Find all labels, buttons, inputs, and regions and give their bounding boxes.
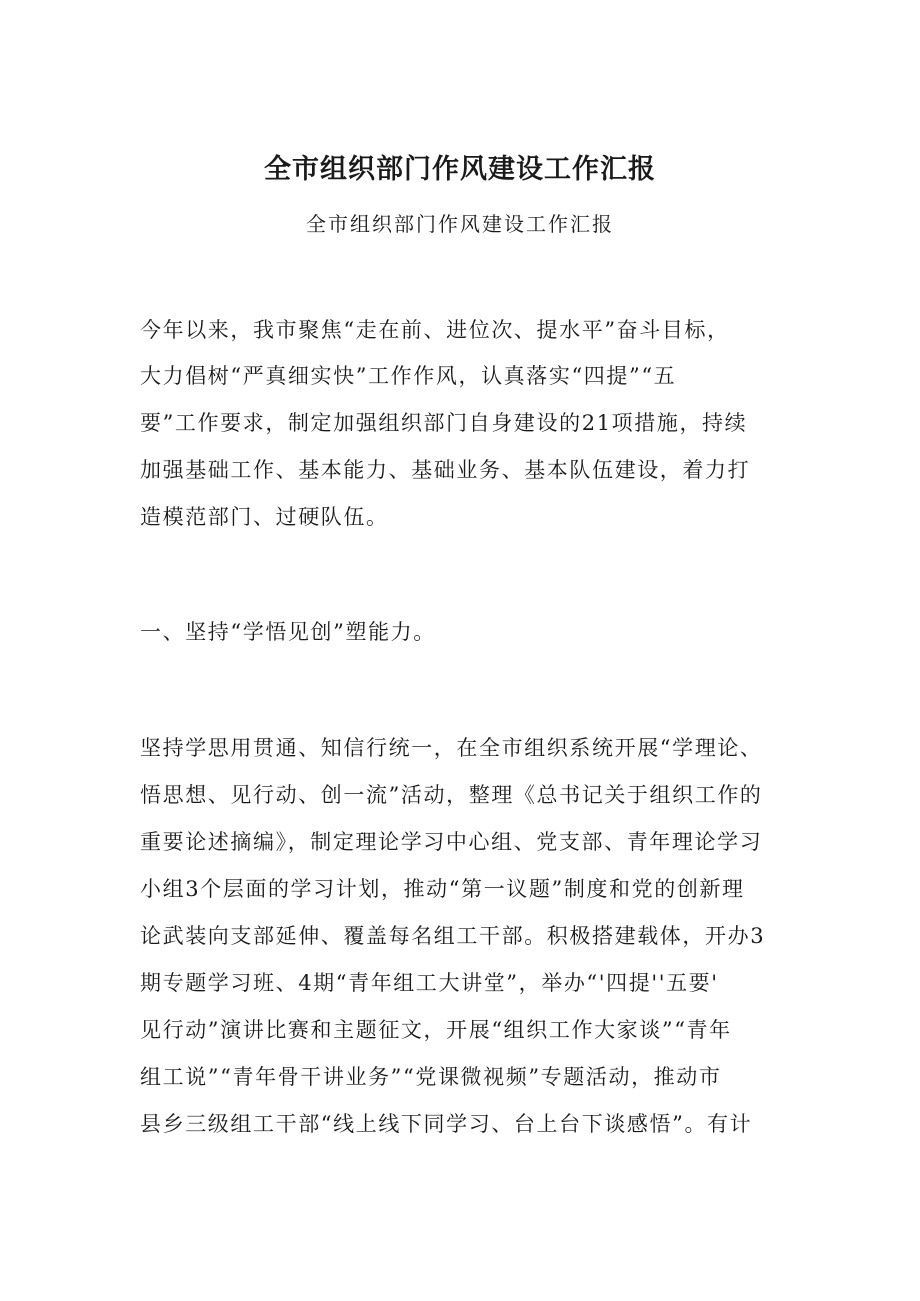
- body-line: 重要论述摘编》，制定理论学习中心组、党支部、青年理论学习: [140, 830, 763, 854]
- section-heading: 一、坚持“学悟见创”塑能力。: [140, 620, 436, 644]
- intro-line: 要”工作要求，制定加强组织部门自身建设的21项措施，持续: [140, 411, 748, 435]
- body-line: 期专题学习班、4期“青年组工大讲堂”，举办“'四提''五要': [140, 971, 719, 995]
- body-line: 县乡三级组工干部“线上线下同学习、台上台下谈感悟”。有计: [140, 1112, 753, 1136]
- document-subtitle: 全市组织部门作风建设工作汇报: [306, 212, 614, 236]
- body-line: 悟思想、见行动、创一流”活动，整理《总书记关于组织工作的: [140, 783, 763, 807]
- body-line: 组工说”“青年骨干讲业务”“党课微视频”专题活动，推动市: [140, 1065, 722, 1089]
- document-title: 全市组织部门作风建设工作汇报: [264, 154, 656, 185]
- intro-line: 大力倡树“严真细实快”工作作风，认真落实“四提”“五: [140, 364, 677, 388]
- intro-line: 今年以来，我市聚焦“走在前、进位次、提水平”奋斗目标，: [140, 318, 730, 342]
- body-line: 见行动”演讲比赛和主题征文，开展“组织工作大家谈”“青年: [140, 1018, 732, 1042]
- intro-line: 加强基础工作、基本能力、基础业务、基本队伍建设，着力打: [140, 458, 751, 482]
- body-line: 小组3个层面的学习计划，推动“第一议题”制度和党的创新理: [140, 877, 745, 901]
- body-line: 论武装向支部延伸、覆盖每名组工干部。积极搭建载体，开办3: [140, 924, 766, 948]
- body-line: 坚持学思用贯通、知信行统一，在全市组织系统开展“学理论、: [140, 736, 763, 760]
- intro-line: 造模范部门、过硬队伍。: [140, 505, 389, 529]
